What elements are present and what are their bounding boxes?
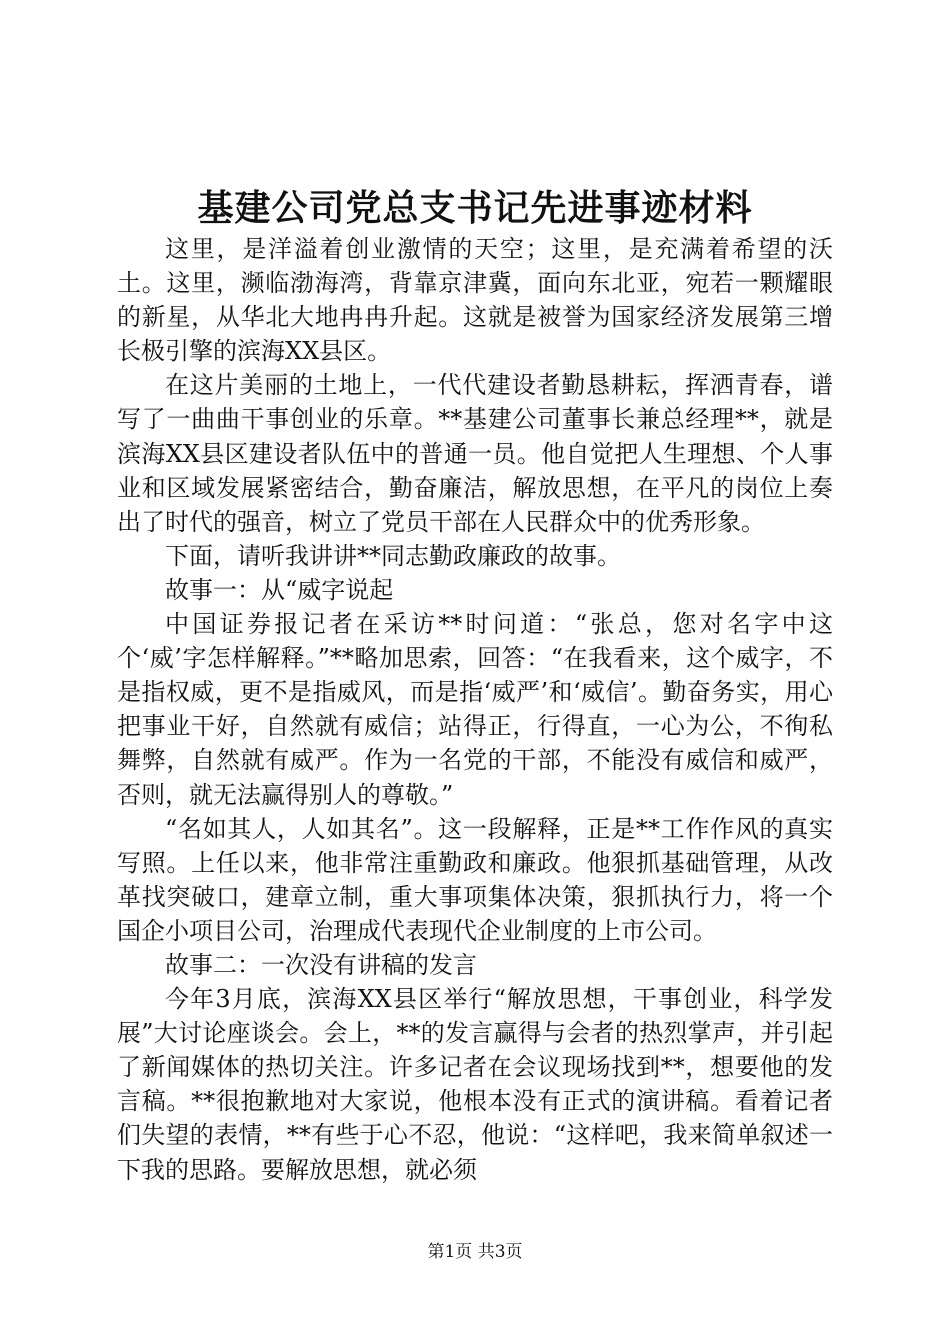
paragraph-interview: 中国证券报记者在采访**时问道：“张总，您对名字中这个‘威’字怎样解释。”**略加思索，回答：“在我看来，这个威字，不是指权威，更不是指威风，而是指‘威严’和‘威信’。勤奋务实，用心把事业干好，自然就有威信；站得正，行得直，一心为公，不徇私舞弊，自然就有威严。作为一名党的干部，不能没有威信和威严，否则，就无法赢得别人的尊敬。” [117,610,833,809]
page-number-footer: 第1页 共3页 [427,1242,523,1262]
document-body [117,232,833,1187]
paragraph-intro: 这里，是洋溢着创业激情的天空；这里，是充满着希望的沃土。这里，濒临渤海湾，背靠京津冀，面向东北亚，宛若一颗耀眼的新星，从华北大地冉冉升起。这就是被誉为国家经济发展第三增长极引擎的滨海XX县区。 [117,235,833,366]
story-one-heading: 故事一：从“威字说起 [165,575,394,604]
paragraph-speech: 今年3月底，滨海XX县区举行“解放思想，干事创业，科学发展”大讨论座谈会。会上，**的发言赢得与会者的热烈掌声，并引起了新闻媒体的热切关注。许多记者在会议现场找到**，想要他的发言稿。**很抱歉地对大家说，他根本没有正式的演讲稿。看着记者们失望的表情，**有些于心不忍，他说：“这样吧，我来简单叙述一下我的思路。要解放思想，就必须 [117,985,833,1184]
document-title: 基建公司党总支书记先进事迹材料 [197,187,753,229]
story-two-heading: 故事二：一次没有讲稿的发言 [165,950,477,979]
paragraph-lead-in: 下面，请听我讲讲**同志勤政廉政的故事。 [165,541,621,570]
paragraph-builders: 在这片美丽的土地上，一代代建设者勤恳耕耘，挥洒青春，谱写了一曲曲干事创业的乐章。**基建公司董事长兼总经理**，就是滨海XX县区建设者队伍中的普通一员。他自觉把人生理想、个人事业和区域发展紧密结合，勤奋廉洁，解放思想，在平凡的岗位上奏出了时代的强音，树立了党员干部在人民群众中的优秀形象。 [117,371,833,536]
paragraph-name-like-person: “名如其人，人如其名”。这一段解释，正是**工作作风的真实写照。上任以来，他非常注重勤政和廉政。他狠抓基础管理，从改革找突破口，建章立制，重大事项集体决策，狠抓执行力，将一个国企小项目公司，治理成代表现代企业制度的上市公司。 [117,814,833,945]
